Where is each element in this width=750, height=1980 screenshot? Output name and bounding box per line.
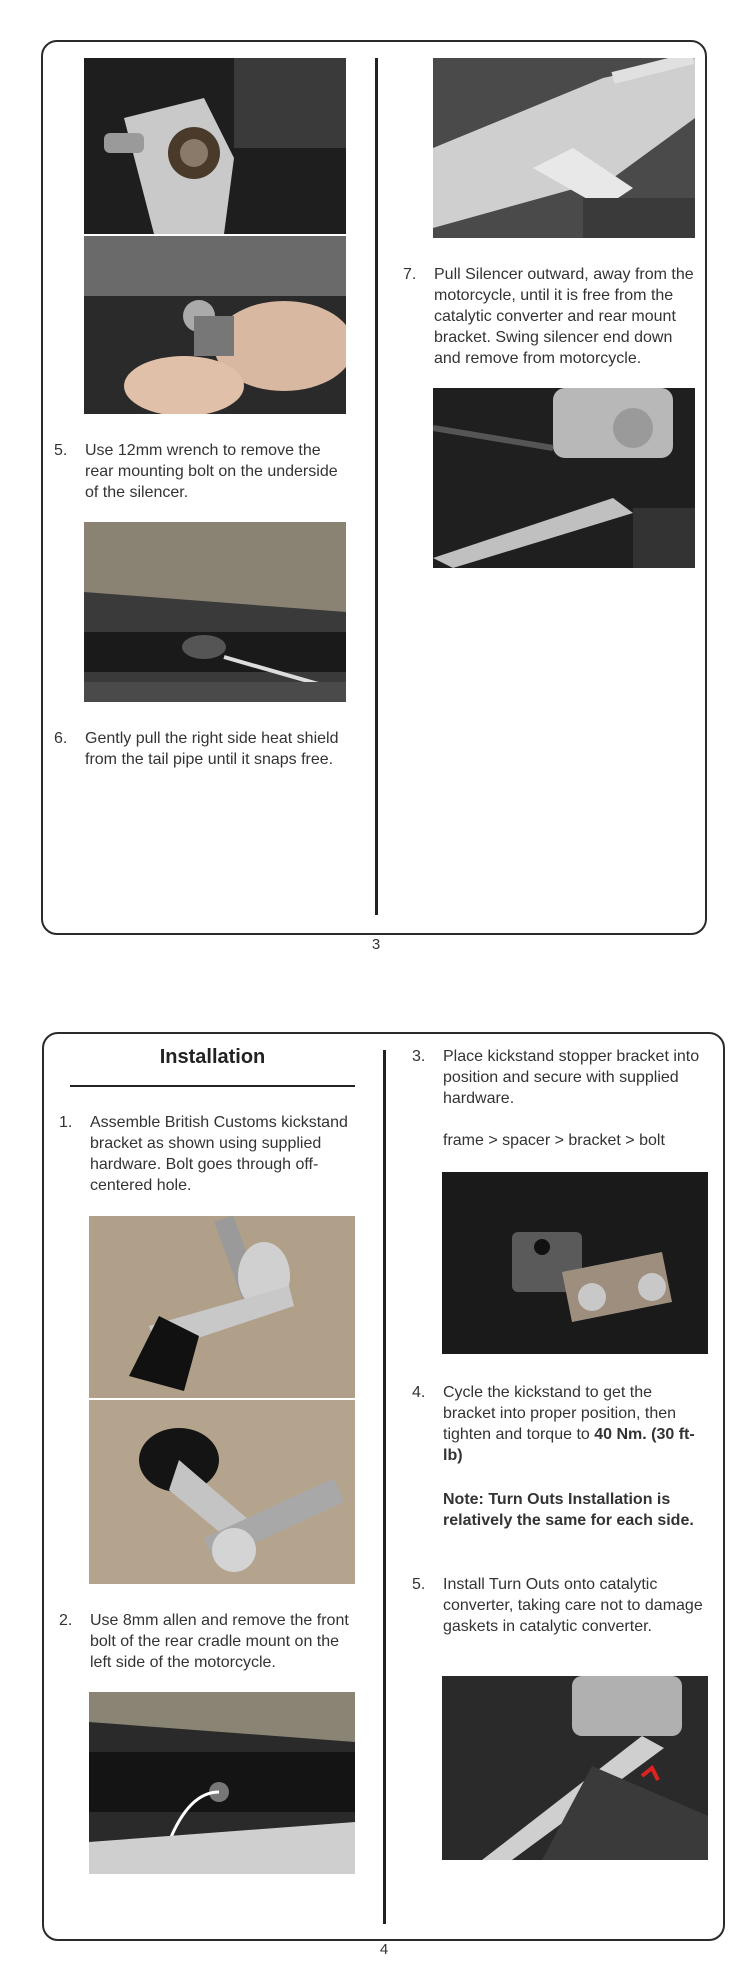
photo-bracket-assembly-bottom	[89, 1400, 355, 1584]
installation-note: Note: Turn Outs Installation is relatively the same for each side.	[443, 1491, 694, 1529]
step-number: 5.	[412, 1576, 426, 1593]
torque-value: 40 Nm. (30 ft-lb)	[443, 1426, 695, 1464]
step-text: Pull Silencer outward, away from the motorcycle, until it is free from the catalytic converter and rear mount bracket. Swing silencer end down and remove from motorcycle.	[434, 266, 694, 367]
photo-turn-outs-installed	[442, 1676, 708, 1860]
step-number: 2.	[59, 1612, 73, 1629]
step-text: Place kickstand stopper bracket into position and secure with supplied hardware.	[443, 1048, 700, 1107]
step-number: 5.	[54, 442, 68, 459]
photo-bolt-removal	[84, 236, 346, 414]
photo-stopper-bracket-installed	[442, 1172, 708, 1354]
step-number: 3.	[412, 1048, 426, 1065]
page-4-number: 4	[379, 1941, 389, 1958]
hardware-order: frame > spacer > bracket > bolt	[443, 1132, 665, 1149]
step-text: Use 8mm allen and remove the front bolt of the rear cradle mount on the left side of the motorcycle.	[90, 1612, 349, 1671]
step-number: 6.	[54, 730, 68, 747]
step-text: Gently pull the right side heat shield from the tail pipe until it snaps free.	[85, 730, 339, 768]
page-4-column-divider	[383, 1050, 386, 1924]
step-text	[443, 1382, 708, 1466]
step-number: 4.	[412, 1384, 426, 1401]
page-3-column-divider	[375, 58, 378, 915]
step-text: Assemble British Customs kickstand bracket as shown using supplied hardware. Bolt goes through off-centered hole.	[90, 1114, 348, 1194]
page-3-number: 3	[371, 936, 381, 953]
photo-rear-cradle-mount	[89, 1692, 355, 1874]
step-text-plain: Cycle the kickstand to get the bracket into proper position, then tighten and torque to	[443, 1384, 677, 1443]
step-number: 1.	[59, 1114, 73, 1131]
photo-heat-shield	[433, 58, 695, 238]
title-underline	[70, 1085, 355, 1087]
step-text: Install Turn Outs onto catalytic converter, taking care not to damage gaskets in catalytic converter.	[443, 1576, 703, 1635]
photo-silencer-removed	[433, 388, 695, 568]
step-text: Use 12mm wrench to remove the rear mounting bolt on the underside of the silencer.	[85, 442, 338, 501]
photo-kickstand-gear	[84, 58, 346, 234]
photo-silencer-underside	[84, 522, 346, 702]
step-number: 7.	[403, 266, 417, 283]
photo-bracket-assembly-top	[89, 1216, 355, 1398]
page-title: Installation	[159, 1046, 266, 1068]
